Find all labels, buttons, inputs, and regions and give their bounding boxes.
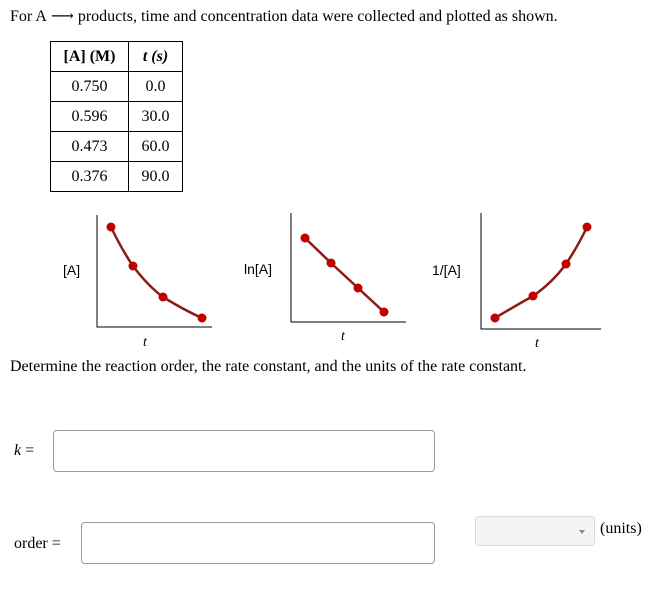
plot-ln-concentration-vs-time — [244, 213, 406, 344]
plot-axes — [481, 213, 601, 329]
data-point — [159, 293, 168, 302]
plots-figure — [0, 200, 669, 355]
plot-curve — [111, 227, 202, 318]
data-point — [562, 260, 571, 269]
data-point — [327, 259, 336, 268]
table-row — [51, 132, 183, 162]
cell-time: 0.0 — [129, 72, 183, 102]
data-point — [107, 223, 116, 232]
plot-xlabel: t — [535, 336, 539, 351]
data-table — [50, 41, 183, 192]
order-label: order = — [14, 535, 61, 552]
plot-ylabel: 1/[A] — [432, 262, 461, 278]
data-point — [529, 292, 538, 301]
intro-text: products, time and concentration data were collected and plotted as shown. — [77, 8, 558, 25]
plot-concentration-vs-time — [63, 215, 212, 350]
units-select[interactable] — [475, 516, 595, 546]
cell-time: 90.0 — [129, 162, 183, 192]
data-point — [380, 308, 389, 317]
plot-ylabel: [A] — [63, 262, 81, 278]
data-point — [198, 314, 207, 323]
header-time: t (s) — [129, 42, 183, 72]
plot-xlabel: t — [341, 329, 345, 344]
plot-ylabel: ln[A] — [244, 261, 273, 277]
table-row — [51, 72, 183, 102]
data-point — [301, 234, 310, 243]
table-header-row — [51, 42, 183, 72]
reaction-order-input[interactable] — [81, 522, 435, 564]
data-point — [354, 284, 363, 293]
plot-curve — [495, 227, 587, 318]
question-text: Determine the reaction order, the rate constant, and the units of the rate constant. — [10, 358, 527, 375]
cell-time: 30.0 — [129, 102, 183, 132]
plot-curve — [305, 238, 384, 312]
table-row — [51, 162, 183, 192]
reaction-arrow: ⟶ — [50, 8, 74, 25]
cell-concentration: 0.596 — [51, 102, 129, 132]
plot-reciprocal-concentration-vs-time — [432, 213, 601, 351]
data-point — [491, 314, 500, 323]
cell-concentration: 0.376 — [51, 162, 129, 192]
k-label: k = — [14, 442, 35, 459]
units-label: (units) — [600, 520, 642, 537]
cell-concentration: 0.750 — [51, 72, 129, 102]
cell-concentration: 0.473 — [51, 132, 129, 162]
rate-constant-input[interactable] — [53, 430, 435, 472]
header-concentration: [A] (M) — [51, 42, 129, 72]
cell-time: 60.0 — [129, 132, 183, 162]
data-point — [583, 223, 592, 232]
data-point — [129, 262, 138, 271]
problem-intro — [10, 6, 558, 26]
chevron-down-icon — [579, 530, 585, 534]
table-row — [51, 102, 183, 132]
plot-xlabel: t — [143, 335, 147, 350]
reactant-label: For A — [10, 8, 47, 25]
plot-axes — [291, 213, 406, 322]
